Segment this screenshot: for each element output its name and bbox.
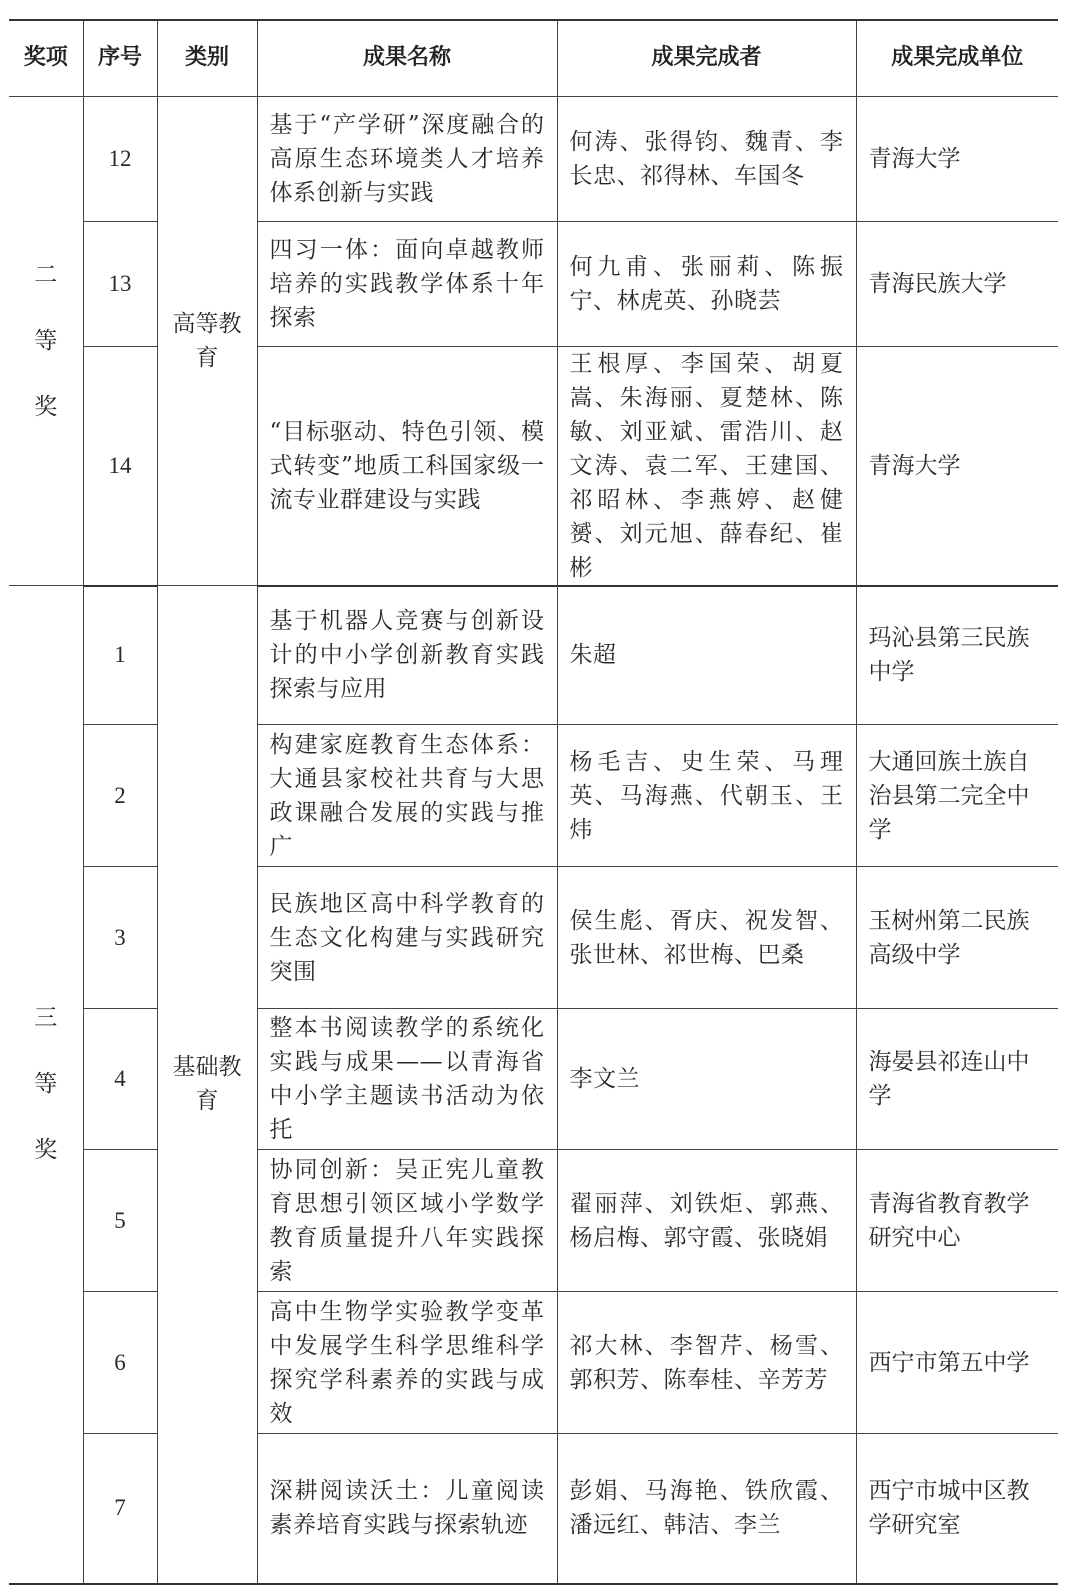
header-authors: 成果完成者 (557, 20, 856, 96)
award-char: 二 (34, 261, 58, 288)
row-title: “目标驱动、特色引领、模式转变”地质工科国家级一流专业群建设与实践 (257, 346, 557, 586)
header-row (9, 20, 1058, 96)
row-seq: 13 (83, 221, 157, 346)
award-char: 奖 (34, 1137, 58, 1164)
row-title: 基于“产学研”深度融合的高原生态环境类人才培养体系创新与实践 (257, 96, 557, 221)
row-seq: 14 (83, 346, 157, 586)
table-row (9, 96, 1058, 221)
row-authors: 王根厚、李国荣、胡夏嵩、朱海丽、夏楚林、陈敏、刘亚斌、雷浩川、赵文涛、袁二军、王建国、祁昭林、李燕婷、赵健赟、刘元旭、薛春纪、崔彬 (557, 346, 856, 586)
row-unit: 青海民族大学 (856, 221, 1058, 346)
row-authors: 侯生彪、胥庆、祝发智、张世林、祁世梅、巴桑 (557, 867, 856, 1009)
row-unit: 西宁市城中区教学研究室 (856, 1434, 1058, 1584)
category-basic-education: 基础教育 (157, 586, 257, 1584)
header-seq: 序号 (83, 20, 157, 96)
row-seq: 6 (83, 1292, 157, 1434)
row-authors: 何涛、张得钧、魏青、李长忠、祁得林、车国冬 (557, 96, 856, 221)
row-unit: 大通回族土族自治县第二完全中学 (856, 725, 1058, 867)
award-level-third (9, 586, 83, 1584)
row-title: 基于机器人竞赛与创新设计的中小学创新教育实践探索与应用 (257, 586, 557, 725)
row-title: 构建家庭教育生态体系：大通县家校社共育与大思政课融合发展的实践与推广 (257, 725, 557, 867)
row-seq: 7 (83, 1434, 157, 1584)
row-unit: 青海大学 (856, 346, 1058, 586)
row-title: 四习一体：面向卓越教师培养的实践教学体系十年探索 (257, 221, 557, 346)
table-row (9, 586, 1058, 725)
row-title: 协同创新：吴正宪儿童教育思想引领区域小学数学教育质量提升八年实践探索 (257, 1150, 557, 1292)
category-higher-education: 高等教育 (157, 96, 257, 586)
row-seq: 4 (83, 1009, 157, 1150)
row-seq: 5 (83, 1150, 157, 1292)
header-category: 类别 (157, 20, 257, 96)
row-authors: 杨毛吉、史生荣、马理英、马海燕、代朝玉、王炜 (557, 725, 856, 867)
award-char: 奖 (34, 393, 58, 420)
row-authors: 李文兰 (557, 1009, 856, 1150)
row-authors: 朱超 (557, 586, 856, 725)
row-seq: 12 (83, 96, 157, 221)
award-level-second (9, 96, 83, 586)
header-award: 奖项 (9, 20, 83, 96)
award-char: 等 (34, 1071, 58, 1098)
row-title: 整本书阅读教学的系统化实践与成果——以青海省中小学主题读书活动为依托 (257, 1009, 557, 1150)
row-unit: 西宁市第五中学 (856, 1292, 1058, 1434)
row-title: 高中生物学实验教学变革中发展学生科学思维科学探究学科素养的实践与成效 (257, 1292, 557, 1434)
row-title: 深耕阅读沃土：儿童阅读素养培育实践与探索轨迹 (257, 1434, 557, 1584)
row-unit: 青海大学 (856, 96, 1058, 221)
row-seq: 2 (83, 725, 157, 867)
awards-table (9, 19, 1058, 1585)
row-unit: 玉树州第二民族高级中学 (856, 867, 1058, 1009)
row-authors: 翟丽萍、刘铁炬、郭燕、杨启梅、郭守霞、张晓娟 (557, 1150, 856, 1292)
row-seq: 1 (83, 586, 157, 725)
row-authors: 祁大林、李智芹、杨雪、郭积芳、陈奉桂、辛芳芳 (557, 1292, 856, 1434)
row-seq: 3 (83, 867, 157, 1009)
row-authors: 何九甫、张丽莉、陈振宁、林虎英、孙晓芸 (557, 221, 856, 346)
award-char: 三 (34, 1005, 58, 1032)
award-char: 等 (34, 327, 58, 354)
row-unit: 海晏县祁连山中学 (856, 1009, 1058, 1150)
row-unit: 玛沁县第三民族中学 (856, 586, 1058, 725)
header-title: 成果名称 (257, 20, 557, 96)
header-unit: 成果完成单位 (856, 20, 1058, 96)
row-authors: 彭娟、马海艳、铁欣霞、潘远红、韩洁、李兰 (557, 1434, 856, 1584)
row-unit: 青海省教育教学研究中心 (856, 1150, 1058, 1292)
row-title: 民族地区高中科学教育的生态文化构建与实践研究突围 (257, 867, 557, 1009)
